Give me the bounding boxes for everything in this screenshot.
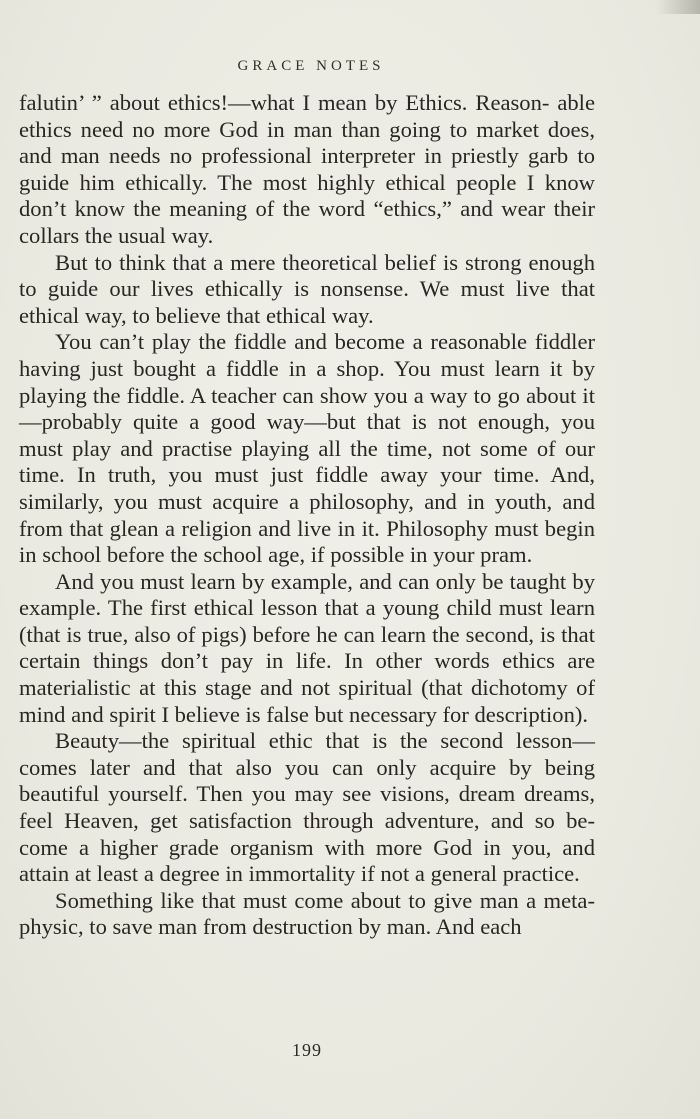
page-body (19, 90, 595, 941)
paragraph-continued: falutin’ ” about ethics!—what I mean by Ethics. Reason- able ethics need no more God in man than going to market does, and man needs no professional interpreter in priestly garb to guide him ethically. The most highly ethical people I know don’t know the meaning of the word “ethics,” and wear their collars the usual way. (19, 90, 595, 248)
paragraph: Beauty—the spiritual ethic that is the second lesson— comes later and that also you can only acquire by being beautiful yourself. Then you may see visions, dream dreams, feel Heaven, get satisfaction through adventure, and so be- come a higher grade organism with more God in you, and attain at least a degree in immortality if not a general practice. (19, 728, 595, 887)
page-edge-shadow (656, 0, 700, 14)
paragraph: And you must learn by example, and can only be taught by example. The first ethical lesson that a young child must learn (that is true, also of pigs) before he can learn the second, is that certain things don’t pay in life. In other words ethics are materialistic at this stage and not spiritual (that dichotomy of mind and spirit I believe is false but necessary for description). (19, 568, 595, 727)
paragraph: You can’t play the fiddle and become a reasonable fiddler having just bought a fiddle in a shop. You must learn it by playing the fiddle. A teacher can show you a way to go about it—probably quite a good way—but that is not enough, you must play and practise playing all the time, not some of our time. In truth, you must just fiddle away your time. And, similarly, you must acquire a philosophy, and in youth, and from that glean a religion and live in it. Philosophy must begin in school before the school age, if possible in your pram. (19, 329, 595, 568)
running-head: GRACE NOTES (237, 58, 385, 74)
paragraph: But to think that a mere theoretical belief is strong enough to guide our lives ethically is nonsense. We must live that ethical way, to believe that ethical way. (19, 249, 595, 328)
paragraph: Something like that must come about to give man a meta- physic, to save man from destruction by man. And each (19, 887, 595, 940)
page-number: 199 (292, 1040, 322, 1060)
